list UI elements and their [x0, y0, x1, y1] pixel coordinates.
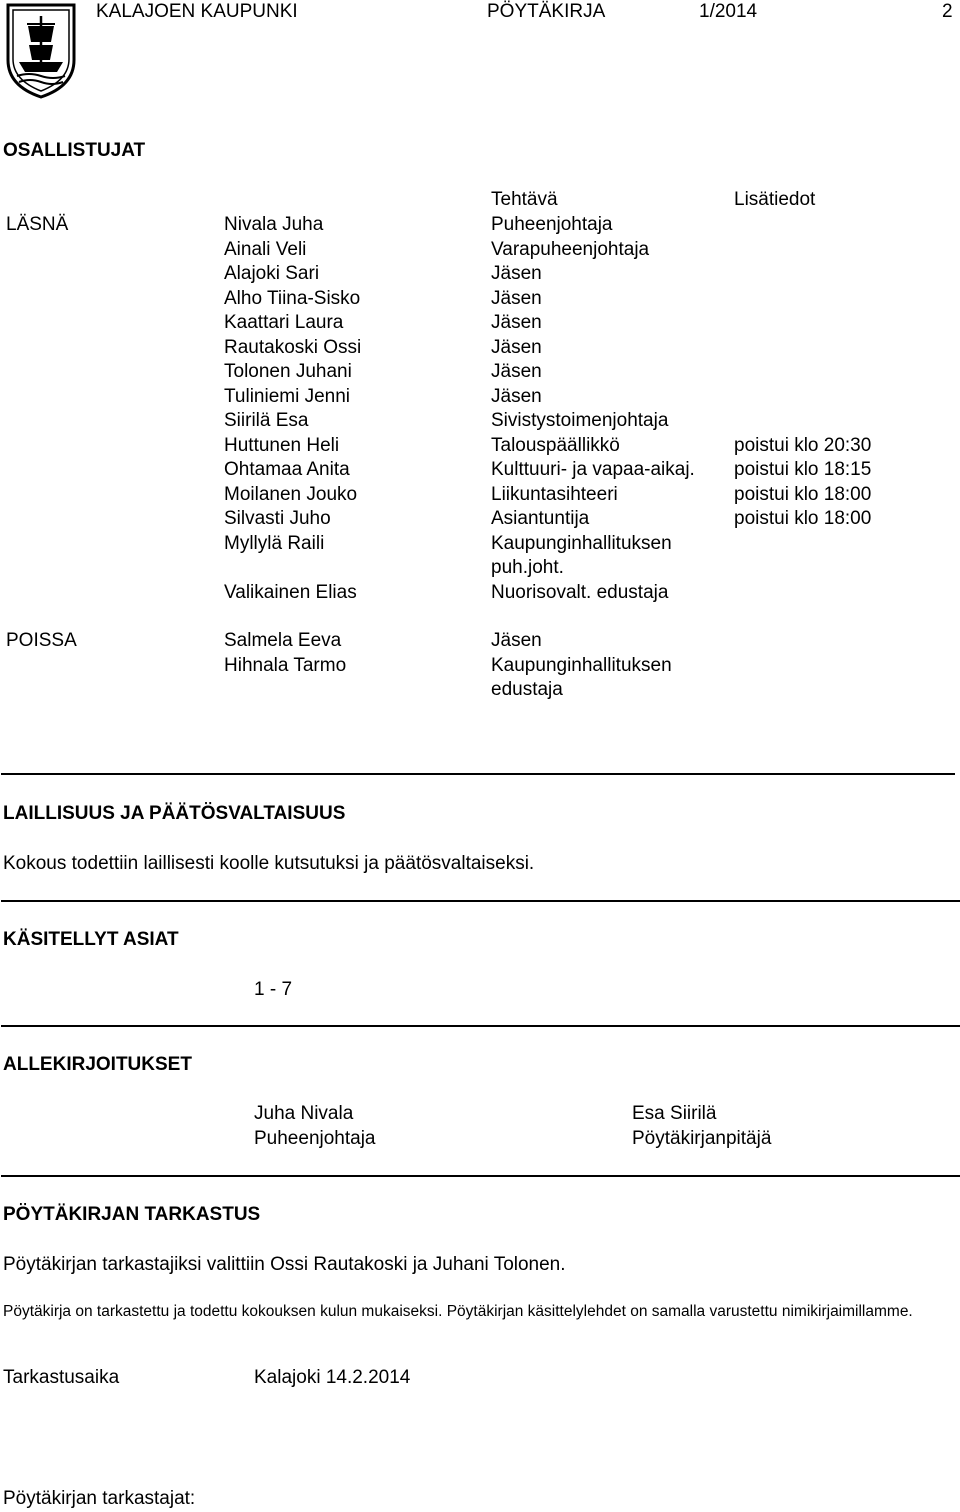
participant-info: poistui klo 20:30	[734, 435, 872, 456]
present-label: LÄSNÄ	[6, 214, 69, 235]
absent-label: POISSA	[6, 630, 77, 651]
review-text: Pöytäkirjan tarkastajiksi valittiin Ossi Rautakoski ja Juhani Tolonen.	[3, 1254, 566, 1275]
participant-name: Silvasti Juho	[224, 508, 331, 529]
review-note: Pöytäkirja on tarkastettu ja todettu kokouksen kulun mukaiseksi. Pöytäkirjan käsittelylehdet on samalla varustettu nimikirjaimillamme.	[3, 1303, 913, 1320]
participant-role-continued: edustaja	[491, 679, 563, 700]
role-column-header: Tehtävä	[491, 189, 558, 210]
participant-role: Jäsen	[491, 312, 542, 333]
participant-name: Ainali Veli	[224, 239, 307, 260]
participant-role: Puheenjohtaja	[491, 214, 613, 235]
secretary-name: Esa Siirilä	[632, 1103, 717, 1124]
doc-type: PÖYTÄKIRJA	[487, 1, 606, 22]
participant-role: Jäsen	[491, 263, 542, 284]
participant-name: Myllylä Raili	[224, 533, 325, 554]
chair-role: Puheenjohtaja	[254, 1128, 376, 1149]
participant-role: Jäsen	[491, 337, 542, 358]
participant-role: Varapuheenjohtaja	[491, 239, 650, 260]
participant-name: Siirilä Esa	[224, 410, 309, 431]
participant-role-continued: puh.joht.	[491, 557, 564, 578]
participant-name: Kaattari Laura	[224, 312, 344, 333]
review-heading: PÖYTÄKIRJAN TARKASTUS	[3, 1204, 261, 1225]
info-column-header: Lisätiedot	[734, 189, 816, 210]
section-divider	[1, 1175, 960, 1177]
participant-name: Ohtamaa Anita	[224, 459, 350, 480]
participant-name: Rautakoski Ossi	[224, 337, 362, 358]
participant-name: Moilanen Jouko	[224, 484, 358, 505]
participant-name: Valikainen Elias	[224, 582, 357, 603]
participant-info: poistui klo 18:00	[734, 484, 872, 505]
matters-range: 1 - 7	[254, 979, 293, 1000]
participant-name: Nivala Juha	[224, 214, 324, 235]
participant-role: Asiantuntija	[491, 508, 590, 529]
participant-role: Kaupunginhallituksen	[491, 655, 672, 676]
review-time-label: Tarkastusaika	[3, 1367, 120, 1388]
participant-name: Huttunen Heli	[224, 435, 340, 456]
reviewers-label: Pöytäkirjan tarkastajat:	[3, 1488, 196, 1509]
secretary-role: Pöytäkirjanpitäjä	[632, 1128, 772, 1149]
participant-info: poistui klo 18:15	[734, 459, 872, 480]
participant-name: Tolonen Juhani	[224, 361, 352, 382]
participants-heading: OSALLISTUJAT	[3, 140, 146, 161]
section-divider	[1, 773, 955, 775]
participant-role: Kulttuuri- ja vapaa-aikaj.	[491, 459, 695, 480]
participant-name: Hihnala Tarmo	[224, 655, 347, 676]
participant-role: Nuorisovalt. edustaja	[491, 582, 669, 603]
participant-name: Alajoki Sari	[224, 263, 320, 284]
matters-heading: KÄSITELLYT ASIAT	[3, 929, 179, 950]
legality-heading: LAILLISUUS JA PÄÄTÖSVALTAISUUS	[3, 803, 346, 824]
chair-name: Juha Nivala	[254, 1103, 354, 1124]
review-time-value: Kalajoki 14.2.2014	[254, 1367, 411, 1388]
participant-role: Jäsen	[491, 288, 542, 309]
participant-role: Talouspäällikkö	[491, 435, 620, 456]
participant-role: Liikuntasihteeri	[491, 484, 618, 505]
participant-name: Alho Tiina-Sisko	[224, 288, 361, 309]
participant-info: poistui klo 18:00	[734, 508, 872, 529]
participant-role: Jäsen	[491, 361, 542, 382]
participant-name: Tuliniemi Jenni	[224, 386, 351, 407]
participant-role: Jäsen	[491, 386, 542, 407]
org-name: KALAJOEN KAUPUNKI	[96, 1, 298, 22]
legality-text: Kokous todettiin laillisesti koolle kutsutuksi ja päätösvaltaiseksi.	[3, 853, 535, 874]
participant-role: Kaupunginhallituksen	[491, 533, 672, 554]
section-divider	[1, 1025, 960, 1027]
city-coat-of-arms-logo	[5, 2, 77, 100]
participant-name: Salmela Eeva	[224, 630, 342, 651]
participant-role: Jäsen	[491, 630, 542, 651]
doc-number: 1/2014	[699, 1, 758, 22]
page-number: 2	[942, 1, 953, 22]
section-divider	[1, 900, 960, 902]
participant-role: Sivistystoimenjohtaja	[491, 410, 669, 431]
signatures-heading: ALLEKIRJOITUKSET	[3, 1054, 192, 1075]
